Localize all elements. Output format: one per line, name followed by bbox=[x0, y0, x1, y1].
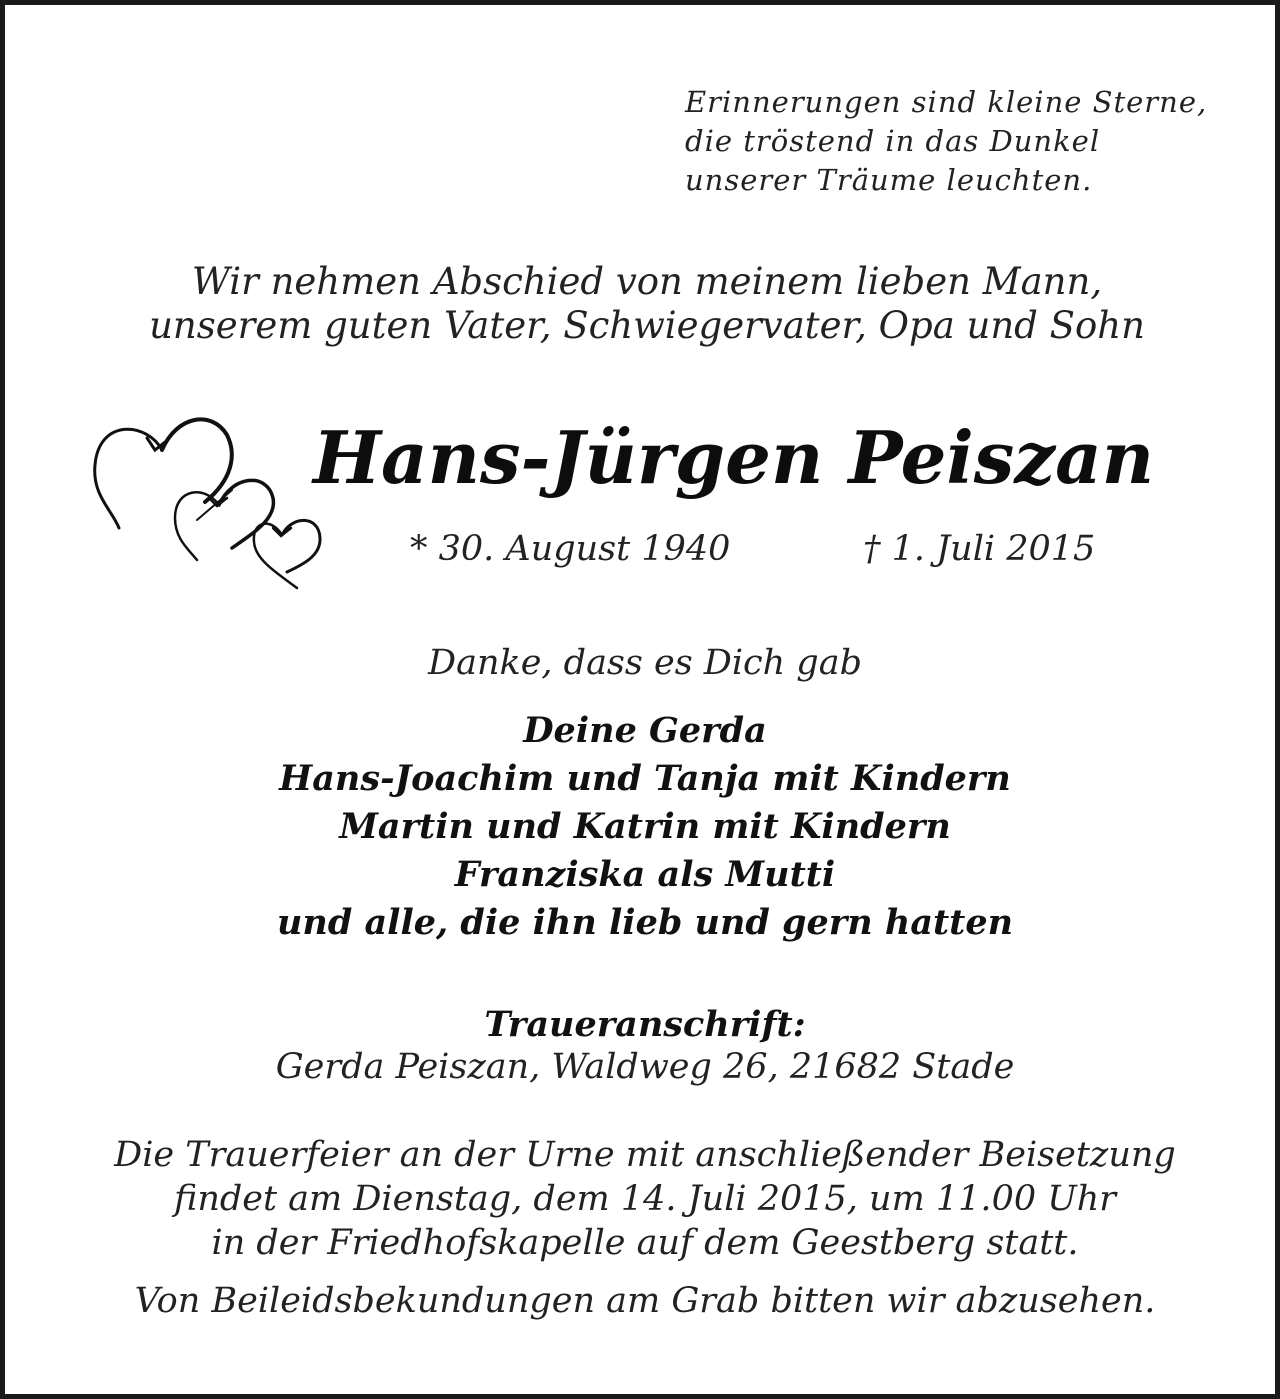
family-list bbox=[5, 707, 1280, 947]
family-line: Martin und Katrin mit Kindern bbox=[339, 806, 951, 847]
ceremony-line: findet am Dienstag, dem 14. Juli 2015, um 11.00 Uhr bbox=[173, 1179, 1116, 1219]
poem-quote bbox=[685, 83, 1207, 200]
ceremony-line: Die Trauerfeier an der Urne mit anschließender Beisetzung bbox=[114, 1135, 1176, 1175]
family-line: Deine Gerda bbox=[523, 710, 767, 751]
deceased-name: Hans-Jürgen Peiszan bbox=[313, 415, 1155, 500]
ceremony-info bbox=[5, 1133, 1280, 1265]
thanks-line: Danke, dass es Dich gab bbox=[428, 643, 862, 683]
birth-date: * 30. August 1940 bbox=[410, 529, 731, 569]
closing-note: Von Beileidsbekundungen am Grab bitten wir abzusehen. bbox=[134, 1281, 1156, 1321]
poem-line: Erinnerungen sind kleine Sterne, bbox=[685, 85, 1208, 119]
three-hearts-icon bbox=[87, 410, 332, 595]
poem-line: die tröstend in das Dunkel bbox=[685, 124, 1101, 158]
intro-line: unserem guten Vater, Schwiegervater, Opa und Sohn bbox=[149, 304, 1145, 347]
family-line: und alle, die ihn lieb und gern hatten bbox=[276, 902, 1014, 943]
farewell-intro bbox=[5, 260, 1280, 348]
death-date: † 1. Juli 2015 bbox=[863, 529, 1096, 569]
intro-line: Wir nehmen Abschied von meinem lieben Mann, bbox=[191, 260, 1103, 303]
poem-line: unserer Träume leuchten. bbox=[685, 163, 1093, 197]
mourning-address-label: Traueranschrift: bbox=[484, 1004, 806, 1045]
ceremony-line: in der Friedhofskapelle auf dem Geestberg statt. bbox=[211, 1223, 1079, 1263]
family-line: Hans-Joachim und Tanja mit Kindern bbox=[279, 758, 1011, 799]
family-line: Franziska als Mutti bbox=[454, 854, 836, 895]
mourning-address: Gerda Peiszan, Waldweg 26, 21682 Stade bbox=[275, 1047, 1015, 1087]
